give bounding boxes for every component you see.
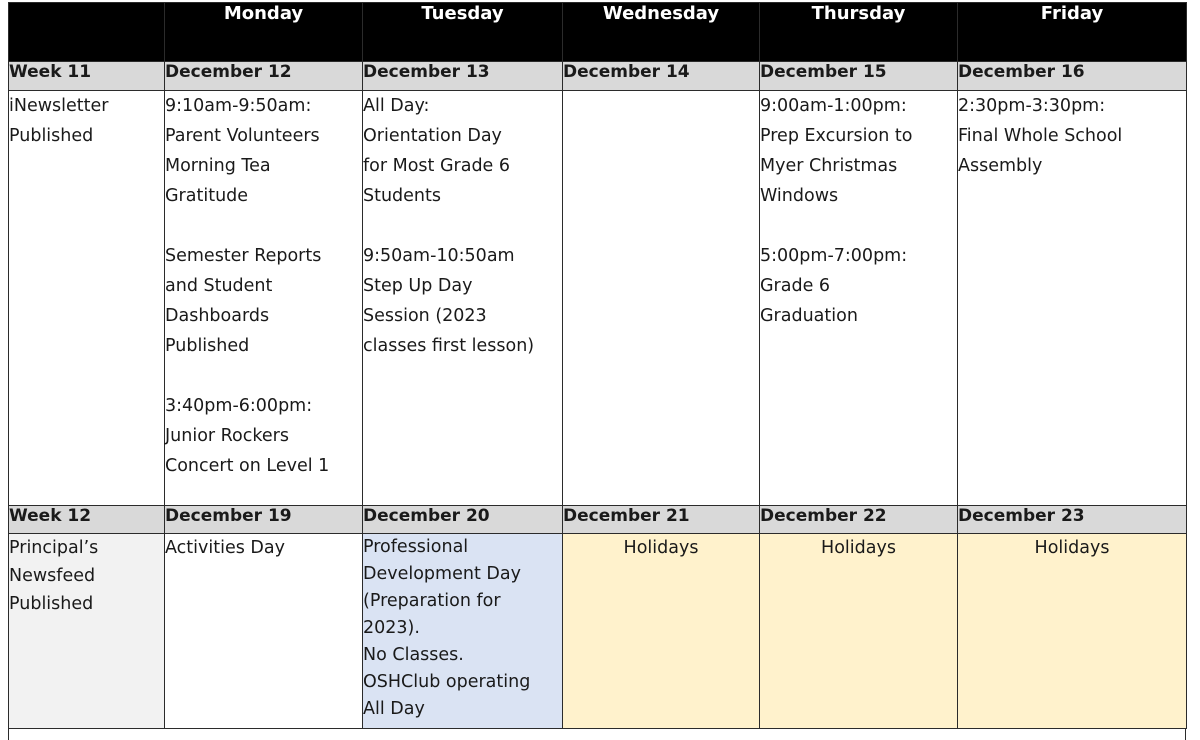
event-line: All Day: [363, 95, 430, 116]
note-line: Principal’s [9, 538, 99, 559]
holiday-cell: Holidays [760, 534, 958, 729]
event-line: No Classes. [363, 645, 464, 666]
date-cell: December 12 [165, 62, 363, 91]
day-header-monday: Monday [165, 3, 363, 62]
event-line: Activities Day [165, 538, 285, 559]
event-line: 9:00am-1:00pm: [760, 95, 907, 116]
event-block [363, 241, 562, 361]
week-label: Week 11 [9, 62, 165, 91]
events-wednesday [563, 90, 760, 505]
event-line: Grade 6 [760, 275, 831, 296]
event-block [760, 91, 957, 211]
event-block [165, 91, 362, 211]
event-line: Development Day [363, 564, 521, 585]
events-tuesday [363, 90, 563, 505]
event-line: Myer Christmas [760, 155, 898, 176]
event-block [363, 91, 562, 211]
event-line: 2:30pm-3:30pm: [958, 95, 1106, 116]
event-line: Graduation [760, 305, 858, 326]
events-tuesday-pd-day [363, 534, 563, 729]
day-header-row [9, 3, 1187, 62]
note-line: Newsfeed [9, 566, 96, 587]
day-header-wednesday: Wednesday [563, 3, 760, 62]
holiday-cell: Holidays [563, 534, 760, 729]
event-line: OSHClub operating [363, 672, 531, 693]
event-line: Windows [760, 185, 839, 206]
header-corner [9, 3, 165, 62]
event-line: Parent Volunteers [165, 125, 320, 146]
event-block [760, 241, 957, 331]
date-cell: December 19 [165, 505, 363, 534]
holiday-cell: Holidays [958, 534, 1187, 729]
day-header-friday: Friday [958, 3, 1187, 62]
event-line: 2023). [363, 618, 420, 639]
date-cell: December 20 [363, 505, 563, 534]
event-line: Semester Reports [165, 245, 322, 266]
day-header-thursday: Thursday [760, 3, 958, 62]
event-line: Session (2023 [363, 305, 487, 326]
event-line: Students [363, 185, 442, 206]
event-line: Assembly [958, 155, 1043, 176]
date-cell: December 21 [563, 505, 760, 534]
event-line: Final Whole School [958, 125, 1123, 146]
event-line: Professional [363, 537, 469, 558]
event-line: Published [165, 335, 250, 356]
event-block [165, 241, 362, 361]
event-line: Prep Excursion to [760, 125, 913, 146]
event-line: 3:40pm-6:00pm: [165, 395, 313, 416]
week-label: Week 12 [9, 505, 165, 534]
event-block [958, 91, 1186, 181]
events-monday [165, 534, 363, 729]
event-line: Dashboards [165, 305, 270, 326]
date-cell: December 13 [363, 62, 563, 91]
note-line: Published [9, 594, 94, 615]
events-thursday [760, 90, 958, 505]
week-note-cell [9, 90, 165, 505]
date-cell: December 14 [563, 62, 760, 91]
event-line: Gratitude [165, 185, 249, 206]
week-12-events-row [9, 534, 1187, 729]
table-bottom-edge [8, 729, 1186, 740]
event-line: Step Up Day [363, 275, 473, 296]
date-cell: December 23 [958, 505, 1187, 534]
note-line: iNewsletter [9, 95, 109, 116]
week-11-date-row [9, 62, 1187, 91]
event-line: (Preparation for [363, 591, 501, 612]
event-line: 5:00pm-7:00pm: [760, 245, 908, 266]
date-cell: December 15 [760, 62, 958, 91]
event-block [165, 391, 362, 481]
event-line: All Day [363, 699, 425, 720]
week-12-date-row [9, 505, 1187, 534]
event-line: 9:50am-10:50am [363, 245, 515, 266]
event-line: and Student [165, 275, 273, 296]
events-monday [165, 90, 363, 505]
event-line: Orientation Day [363, 125, 502, 146]
event-line: 9:10am-9:50am: [165, 95, 312, 116]
day-header-tuesday: Tuesday [363, 3, 563, 62]
events-friday [958, 90, 1187, 505]
week-note-cell [9, 534, 165, 729]
event-line: Morning Tea [165, 155, 271, 176]
note-line: Published [9, 125, 94, 146]
event-line: Concert on Level 1 [165, 455, 330, 476]
event-line: for Most Grade 6 [363, 155, 511, 176]
term-schedule-table [8, 2, 1187, 729]
week-11-events-row [9, 90, 1187, 505]
event-line: classes first lesson) [363, 335, 535, 356]
date-cell: December 22 [760, 505, 958, 534]
event-line: Junior Rockers [165, 425, 289, 446]
date-cell: December 16 [958, 62, 1187, 91]
